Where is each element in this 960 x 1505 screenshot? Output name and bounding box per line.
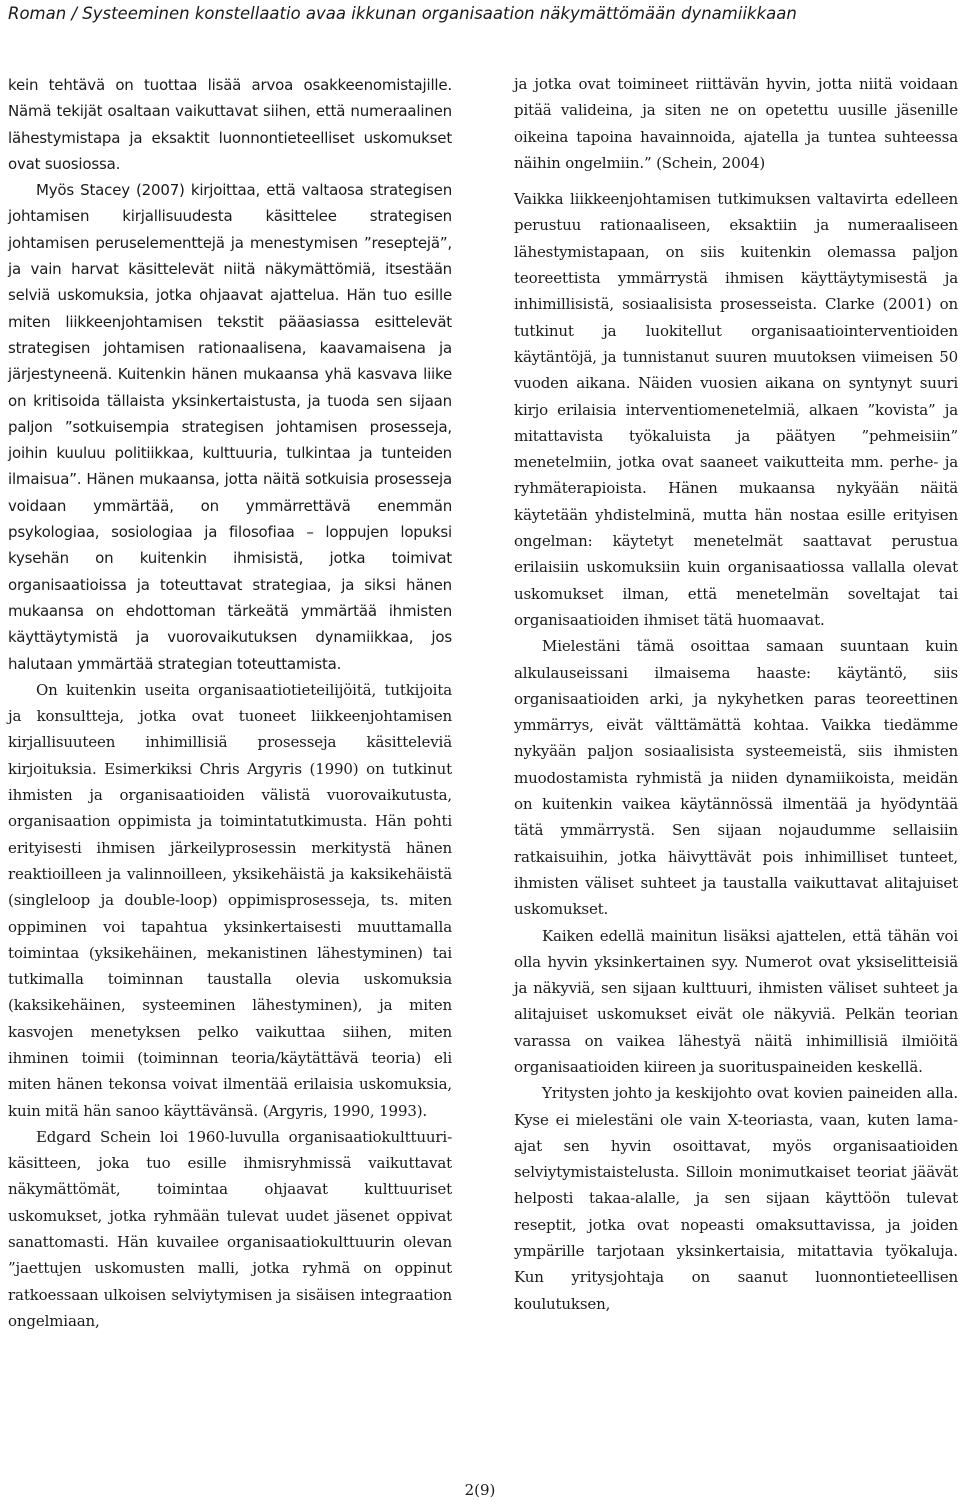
right-column xyxy=(514,71,958,1317)
paragraph: kein tehtävä on tuottaa lisää arvoa osakkeenomistajille. Nämä tekijät osaltaan vaikuttavat siihen, että numeraalinen lähestymistapa ja eksaktit luonnontieteelliset uskomukset ovat suosiossa. xyxy=(8,76,452,173)
paragraph: Vaikka liikkeenjohtamisen tutkimuksen valtavirta edelleen perustuu rationaaliseen, eksaktiin ja numeraaliseen lähestymistapaan, on siis kuitenkin olemassa paljon teoreettista ymmärrystä ihmisen käyttäytymisestä ja inhimillisistä, sosiaalisista prosesseista. Clarke (2001) on tutkinut ja luokitellut organisaatiointerventioiden käytäntöjä, ja tunnistanut suuren muutoksen viimeisen 50 vuoden aikana. Näiden vuosien aikana on syntynyt suuri kirjo erilaisia interventiomenetelmiä, alkaen ”kovista” ja mitattavista työkaluista ja päätyen ”pehmeisiin” menetelmiin, jotka ovat saaneet vaikutteita mm. perhe- ja ryhmäterapioista. Hänen mukaansa nykyään näitä käytetään yhdistelminä, mutta hän nostaa esille erityisen ongelman: käytetyt menetelmät saattavat perustua erilaisiin uskomuksiin kuin organisaatiossa vallalla olevat uskomukset ilman, että menetelmän soveltajat tai organisaatioiden ihmiset tätä huomaavat. xyxy=(514,190,958,629)
paragraph: On kuitenkin useita organisaatiotieteilijöitä, tutkijoita ja konsultteja, jotka ovat tuoneet liikkeenjohtamisen kirjallisuuteen inhimillisiä prosesseja käsitteleviä kirjoituksia. Esimerkiksi Chris Argyris (1990) on tutkinut ihmisten ja organisaatioiden välistä vuorovaikutusta, organisaation oppimista ja toimintatutkimusta. Hän pohti erityisesti ihmisen järkeilyprosessin merkitystä hänen reaktioilleen ja valinnoilleen, yksikehäistä ja kaksikehäistä (singleloop ja double-loop) oppimisprosesseja, ts. miten oppiminen voi tapahtua yksinkertaisesti muuttamalla toimintaa (yksikehäinen, mekanistinen lähestyminen) tai tutkimalla toiminnan taustalla olevia uskomuksia (kaksikehäinen, systeeminen lähestyminen), ja miten kasvojen menetyksen pelko vaikuttaa siihen, miten ihminen toimii (toiminnan teoria/käytättävä teoria) eli miten hänen tekonsa voivat ilmentää erilaisia uskomuksia, kuin mitä hän sanoo käyttävänsä. (Argyris, 1990, 1993). xyxy=(8,680,452,1120)
paragraph: Kaiken edellä mainitun lisäksi ajattelen, että tähän voi olla hyvin yksinkertainen syy. Numerot ovat yksiselitteisiä ja näkyviä, sen sijaan kulttuuri, ihmisten väliset suhteet ja alitajuiset uskomukset eivät ole näkyviä. Pelkän teorian varassa on vaikea lähestyä näitä inhimillisiä ilmiöitä organisaatioiden kiireen ja suorituspaineiden keskellä. xyxy=(514,926,958,1076)
paragraph: ja jotka ovat toimineet riittävän hyvin, jotta niitä voidaan pitää valideina, ja siten ne on opetettu uusille jäsenille oikeina tapoina havainnoida, ajatella ja tuntea suhteessa näihin ongelmiin.” (Schein, 2004) xyxy=(514,75,958,172)
paragraph: Myös Stacey (2007) kirjoittaa, että valtaosa strategisen johtamisen kirjallisuudesta käsittelee strategisen johtamisen peruselementtejä ja menestymisen ”reseptejä”, ja vain harvat käsittelevät niitä näkymättömiä, itsestään selviä uskomuksia, jotka ohjaavat ajattelua. Hän tuo esille miten liikkeenjohtamisen tekstit pääasiassa esittelevät strategisen johtamisen rationaalisena, kaavamaisena ja järjestyneenä. Kuitenkin hänen mukaansa yhä kasvava liike on kritisoida tällaista yksinkertaistusta, ja tuoda sen sijaan paljon ”sotkuisempia strategisen johtamisen prosesseja, joihin kuuluu politiikkaa, kulttuuria, tulkintaa ja tunteiden ilmaisua”. Hänen mukaansa, jotta näitä sotkuisia prosesseja voidaan ymmärtää, on ymmärrettävä enemmän psykologiaa, sosiologiaa ja filosofiaa – loppujen lopuksi kysehän on kuitenkin ihmisistä, jotka toimivat organisaatioissa ja toteuttavat strategiaa, ja siksi hänen mukaansa on ehdottoman tärkeätä ymmärtää ihmisten käyttäytymistä ja vuorovaikutuksen dynamiikkaa, jos halutaan ymmärtää strategian toteuttamista. xyxy=(8,181,452,673)
paragraph: Yritysten johto ja keskijohto ovat kovien paineiden alla. Kyse ei mielestäni ole vain X-teoriasta, vaan, kuten lama-ajat sen hyvin osoittavat, myös organisaatioiden selviytymistaistelusta. Silloin monimutkaiset teoriat jäävät helposti takaa-alalle, ja sen sijaan käyttöön tulevat reseptit, jotka ovat nopeasti omaksuttavissa, ja joiden ympärille tarjotaan yksinkertaisia, mitattavia työkaluja. Kun yritysjohtaja on saanut luonnontieteellisen koulutuksen, xyxy=(514,1084,958,1313)
paragraph: Edgard Schein loi 1960-luvulla organisaatiokulttuuri-käsitteen, joka tuo esille ihmisryhmissä vaikuttavat näkymättömät, toimintaa ohjaavat kulttuuriset uskomukset, jotka ryhmään tulevat uudet jäsenet oppivat sanattomasti. Hän kuvailee organisaatiokulttuurin olevan ”jaettujen uskomusten malli, jotka ryhmä on oppinut ratkoessaan ulkoisen selviytymisen ja sisäisen integraation ongelmiaan, xyxy=(8,1127,452,1330)
paragraph: Mielestäni tämä osoittaa samaan suuntaan kuin alkulauseissani ilmaisema haaste: käytäntö, siis organisaatioiden arki, ja nykyhetken paras teoreettinen ymmärrys, eivät välttämättä kohtaa. Vaikka tiedämme nykyään paljon sosiaalisista systeemeistä, siis ihmisten muodostamista ryhmistä ja niiden dynamiikoista, meidän on kuitenkin vaikea käytännössä ilmentää ja hyödyntää tätä ymmärrystä. Sen sijaan nojaudumme sellaisiin ratkaisuihin, jotka häivyttävät pois inhimilliset tunteet, ihmisten väliset suhteet ja taustalla vaikuttavat alitajuiset uskomukset. xyxy=(514,637,958,919)
running-header: Roman / Systeeminen konstellaatio avaa ikkunan organisaation näkymättömään dynamiikkaan xyxy=(8,4,797,23)
left-column xyxy=(8,72,452,1334)
page-number: 2(9) xyxy=(464,1481,496,1499)
